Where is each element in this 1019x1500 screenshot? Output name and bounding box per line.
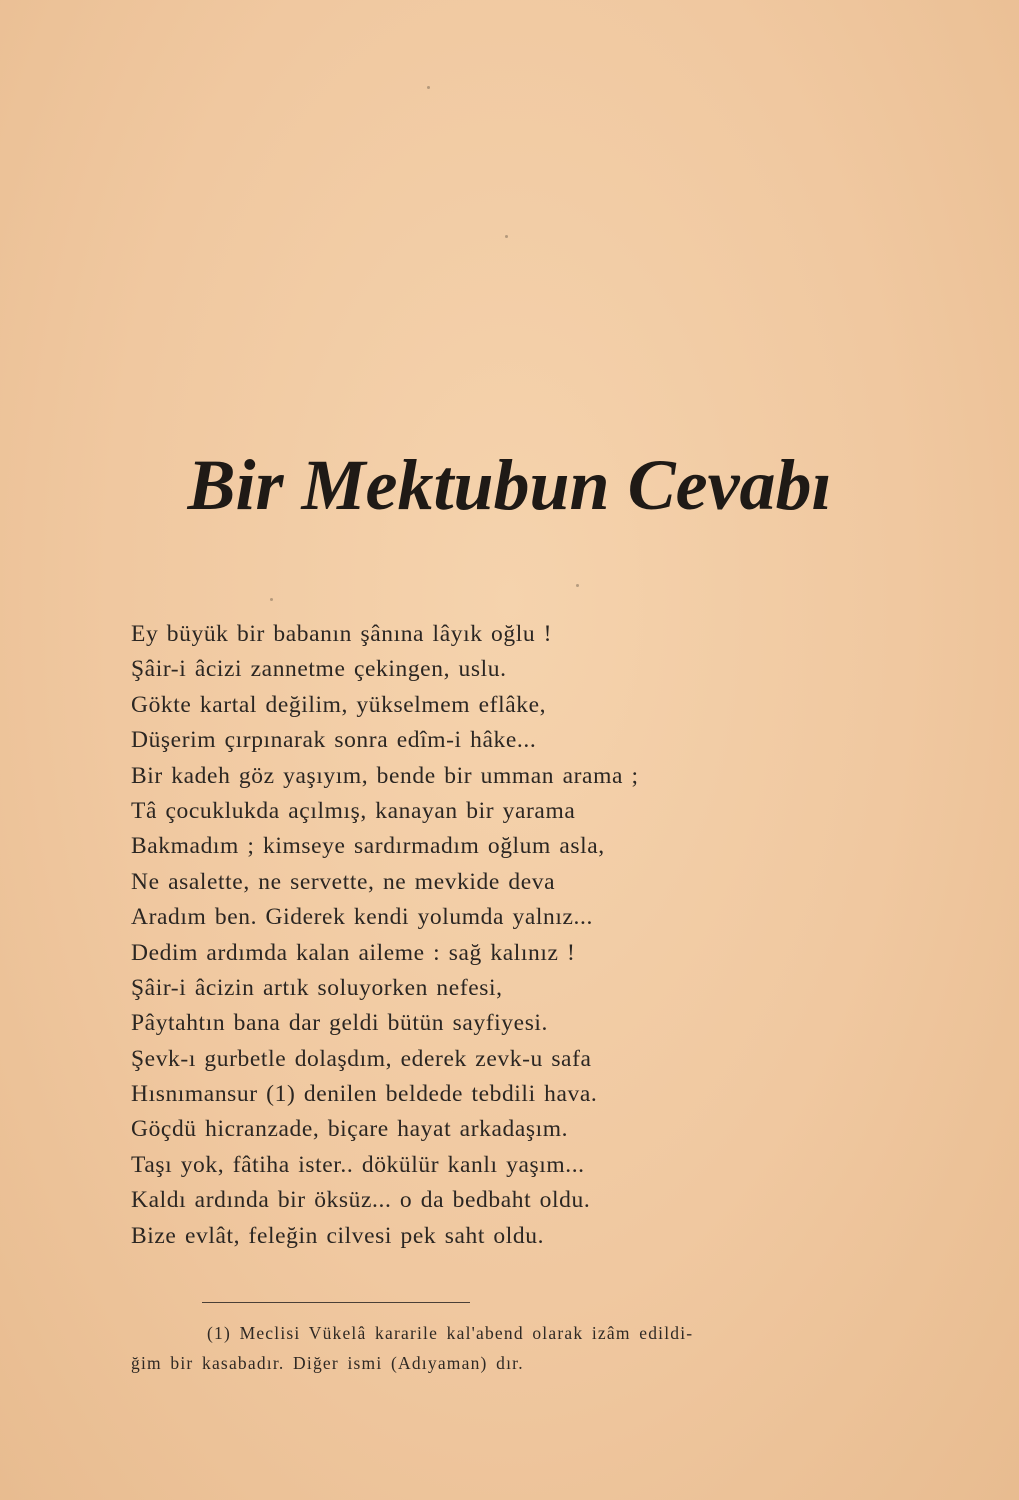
poem-line: Şâir-i âcizi zannetme çekingen, uslu.	[131, 656, 507, 683]
poem-line: Pâytahtın bana dar geldi bütün sayfiyesi.	[131, 1010, 549, 1037]
poem-line: Dedim ardımda kalan aileme : sağ kalınız !	[131, 939, 576, 966]
poem-line: Aradım ben. Giderek kendi yolumda yalnız...	[131, 904, 593, 931]
poem-line: Bize evlât, feleğin cilvesi pek saht oldu.	[131, 1222, 545, 1249]
poem-line: Kaldı ardında bir öksüz... o da bedbaht oldu.	[131, 1187, 591, 1214]
paper-speck	[576, 584, 579, 587]
page-title: Bir Mektubun Cevabı	[187, 445, 832, 526]
poem-line: Ey büyük bir babanın şânına lâyık oğlu !	[131, 621, 553, 647]
poem-line: Ne asalette, ne servette, ne mevkide deva	[131, 868, 556, 895]
footnote-line: (1) Meclisi Vükelâ kararile kal'abend olarak izâm edildi-	[207, 1323, 694, 1343]
poem-line: Taşı yok, fâtiha ister.. dökülür kanlı yaşım...	[131, 1151, 585, 1178]
poem-line: Bakmadım ; kimseye sardırmadım oğlum asla,	[131, 833, 605, 860]
paper-speck	[505, 235, 508, 238]
footnote	[131, 1318, 891, 1378]
paper-speck	[427, 86, 430, 89]
poem-line: Hısnımansur (1) denilen beldede tebdili hava.	[131, 1081, 598, 1108]
poem-line: Düşerim çırpınarak sonra edîm-i hâke...	[131, 727, 537, 754]
footnote-line: ğim bir kasabadır. Diğer ismi (Adıyaman) dır.	[131, 1353, 524, 1373]
poem-line: Bir kadeh göz yaşıyım, bende bir umman arama ;	[131, 762, 639, 789]
poem-line: Şevk-ı gurbetle dolaşdım, ederek zevk-u safa	[131, 1045, 592, 1072]
poem-line: Gökte kartal değilim, yükselmem eflâke,	[131, 691, 547, 718]
poem-line: Göçdü hicranzade, biçare hayat arkadaşım.	[131, 1116, 569, 1143]
paper-speck	[270, 598, 273, 601]
poem-line: Şâir-i âcizin artık soluyorken nefesi,	[131, 974, 503, 1001]
poem	[131, 617, 851, 1254]
footnote-divider	[202, 1302, 470, 1303]
poem-line: Tâ çocuklukda açılmış, kanayan bir yarama	[131, 797, 576, 824]
